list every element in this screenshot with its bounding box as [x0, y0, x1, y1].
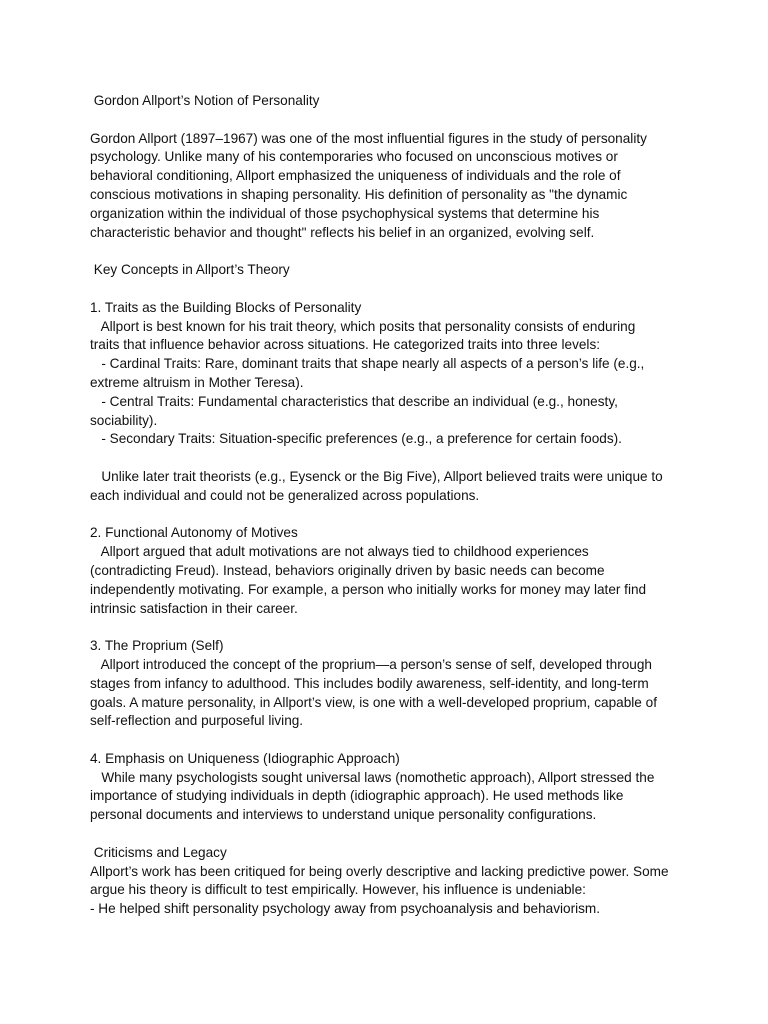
intro-line: Gordon Allport (1897–1967) was one of the most influential figures in the study of personality — [90, 130, 647, 146]
traits-line: extreme altruism in Mother Teresa). — [90, 374, 304, 390]
proprium-section — [90, 637, 680, 731]
spacer — [90, 731, 680, 750]
intro-line: behavioral conditioning, Allport emphasized the uniqueness of individuals and the role of — [90, 168, 621, 184]
traits-section — [90, 299, 680, 506]
proprium-line: goals. A mature personality, in Allport’s view, is one with a well-developed proprium, capable of — [90, 694, 657, 710]
key-concepts-heading: Key Concepts in Allport’s Theory — [90, 262, 290, 278]
criticisms-section — [90, 844, 680, 919]
spacer — [90, 242, 680, 261]
spacer — [90, 280, 680, 299]
autonomy-section — [90, 524, 680, 618]
uniqueness-heading: 4. Emphasis on Uniqueness (Idiographic Approach) — [90, 750, 400, 766]
proprium-line: self-reflection and purposeful living. — [90, 713, 304, 729]
intro-line: conscious motivations in shaping personality. His definition of personality as "the dynamic — [90, 186, 628, 202]
autonomy-line: intrinsic satisfaction in their career. — [90, 600, 298, 616]
criticisms-line: - He helped shift personality psychology away from psychoanalysis and behaviorism. — [90, 901, 601, 917]
traits-line: sociability). — [90, 412, 158, 428]
traits-line: - Cardinal Traits: Rare, dominant traits that shape nearly all aspects of a person’s life (e.g., — [90, 356, 645, 372]
intro-line: psychology. Unlike many of his contemporaries who focused on unconscious motives or — [90, 149, 618, 165]
intro-line: characteristic behavior and thought" reflects his belief in an organized, evolving self. — [90, 224, 595, 240]
autonomy-line: (contradicting Freud). Instead, behaviors originally driven by basic needs can become — [90, 562, 605, 578]
proprium-line: stages from infancy to adulthood. This includes bodily awareness, self-identity, and long-term — [90, 675, 649, 691]
criticisms-line: argue his theory is difficult to test empirically. However, his influence is undeniable: — [90, 882, 586, 898]
spacer — [90, 111, 680, 130]
spacer — [90, 449, 680, 468]
traits-line: Allport is best known for his trait theory, which posits that personality consists of enduring — [90, 318, 636, 334]
traits-line: traits that influence behavior across situations. He categorized traits into three levels: — [90, 337, 601, 353]
criticisms-heading: Criticisms and Legacy — [90, 844, 227, 860]
intro-line: organization within the individual of those psychophysical systems that determine his — [90, 205, 600, 221]
uniqueness-section — [90, 750, 680, 825]
uniqueness-line: importance of studying individuals in depth (idiographic approach). He used methods like — [90, 788, 624, 804]
traits-followup-line: Unlike later trait theorists (e.g., Eysenck or the Big Five), Allport believed traits were unique to — [90, 468, 663, 484]
traits-followup-line: each individual and could not be generalized across populations. — [90, 487, 480, 503]
traits-heading: 1. Traits as the Building Blocks of Personality — [90, 299, 362, 315]
document-title: Gordon Allport’s Notion of Personality — [90, 93, 320, 108]
proprium-heading: 3. The Proprium (Self) — [90, 638, 224, 654]
autonomy-heading: 2. Functional Autonomy of Motives — [90, 525, 298, 541]
proprium-line: Allport introduced the concept of the proprium—a person’s sense of self, developed through — [90, 656, 652, 672]
spacer — [90, 618, 680, 637]
autonomy-line: independently motivating. For example, a person who initially works for money may later find — [90, 581, 647, 597]
uniqueness-line: personal documents and interviews to understand unique personality configurations. — [90, 807, 597, 823]
traits-line: - Secondary Traits: Situation-specific preferences (e.g., a preference for certain foods). — [90, 431, 622, 447]
spacer — [90, 825, 680, 844]
uniqueness-line: While many psychologists sought universal laws (nomothetic approach), Allport stressed the — [90, 769, 655, 785]
document-page — [90, 92, 680, 919]
criticisms-line: Allport’s work has been critiqued for being overly descriptive and lacking predictive power. Some — [90, 863, 669, 879]
traits-line: - Central Traits: Fundamental characteristics that describe an individual (e.g., honesty, — [90, 393, 618, 409]
autonomy-line: Allport argued that adult motivations are not always tied to childhood experiences — [90, 544, 589, 560]
spacer — [90, 506, 680, 525]
intro-paragraph — [90, 130, 680, 243]
